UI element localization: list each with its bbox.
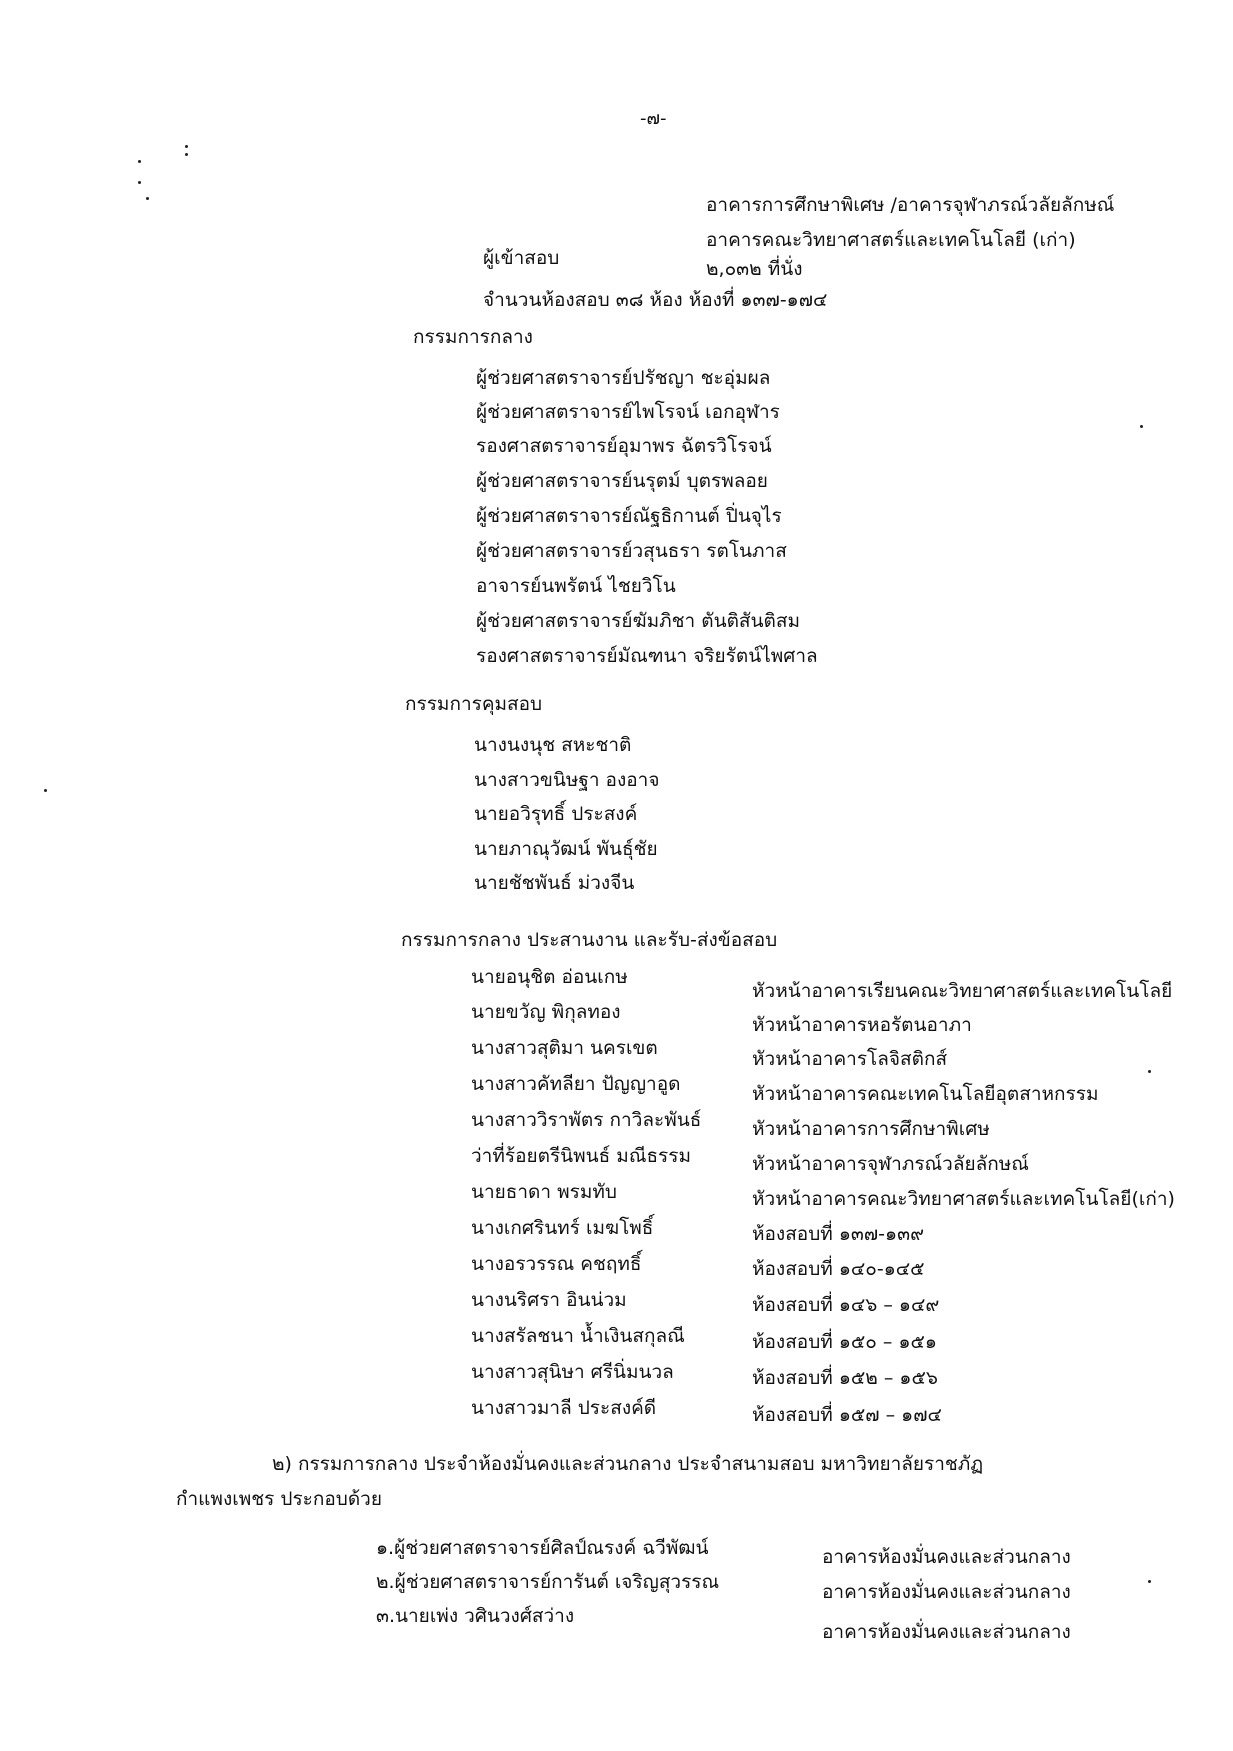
central-member: ผู้ช่วยศาสตราจารย์นรุตม์ บุตรพลอย [476, 470, 768, 492]
proctor-member: นายภาณุวัฒน์ พันธุ์ชัย [474, 838, 658, 860]
proctor-member: นายชัชพันธ์ ม่วงจีน [474, 872, 635, 894]
scan-speck [138, 160, 141, 163]
coordinator-name: นางสาวสุติมา นครเขต [471, 1037, 658, 1059]
scan-speck [138, 181, 141, 184]
scan-speck [185, 145, 188, 148]
coordinator-duty: หัวหน้าอาคารโลจิสติกส์ [752, 1048, 948, 1070]
coordinator-duty: ห้องสอบที่ ๑๕๒ – ๑๕๖ [752, 1367, 938, 1389]
coordination-heading: กรรมการกลาง ประสานงาน และรับ-ส่งข้อสอบ [401, 929, 778, 951]
proctor-member: นางสาวขนิษฐา องอาจ [474, 769, 660, 791]
coordinator-name: นายอนุชิต อ่อนเกษ [471, 966, 628, 988]
central-member: ผู้ช่วยศาสตราจารย์ไพโรจน์ เอกอุฬาร [476, 401, 780, 423]
coordinator-name: นางสาวมาลี ประสงค์ดี [471, 1397, 657, 1419]
central-member: ผู้ช่วยศาสตราจารย์วสุนธรา รตโนภาส [476, 540, 787, 562]
coordinator-name: นายธาดา พรมทับ [471, 1181, 617, 1203]
coordinator-duty: หัวหน้าอาคารหอรัตนอาภา [752, 1014, 972, 1036]
scan-speck [1140, 425, 1143, 428]
central-member: อาจารย์นพรัตน์ ไชยวิโน [476, 575, 676, 597]
coordinator-duty: หัวหน้าอาคารการศึกษาพิเศษ [752, 1118, 990, 1140]
coordinator-duty: หัวหน้าอาคารเรียนคณะวิทยาศาสตร์และเทคโนโลยี [752, 980, 1173, 1002]
coordinator-duty: หัวหน้าอาคารจุฬาภรณ์วลัยลักษณ์ [752, 1153, 1029, 1175]
proctors-heading: กรรมการคุมสอบ [405, 693, 543, 715]
central-room-place: อาคารห้องมั่นคงและส่วนกลาง [822, 1546, 1071, 1568]
page-number: -๗- [640, 108, 667, 129]
central-member: รองศาสตราจารย์มัณฑนา จริยรัตน์ไพศาล [476, 645, 818, 667]
central-room-place: อาคารห้องมั่นคงและส่วนกลาง [822, 1581, 1071, 1603]
venue-building-2: อาคารคณะวิทยาศาสตร์และเทคโนโลยี (เก่า) [706, 229, 1076, 251]
scan-speck [1148, 1580, 1151, 1583]
coordinator-name: นางอรวรรณ คชฤทธิ์ [471, 1253, 642, 1275]
coordinator-duty: หัวหน้าอาคารคณะวิทยาศาสตร์และเทคโนโลยี(เก่า) [752, 1188, 1175, 1210]
examinees-value: ๒,๐๓๒ ที่นั่ง [706, 258, 803, 280]
scan-speck [1148, 1070, 1151, 1073]
coordinator-name: นางสรัลชนา น้ำเงินสกุลณี [471, 1325, 685, 1347]
coordinator-duty: ห้องสอบที่ ๑๔๖ – ๑๔๙ [752, 1294, 940, 1316]
central-room-member: ๑.ผู้ช่วยศาสตราจารย์ศิลป์ณรงค์ ฉวีพัฒน์ [376, 1537, 709, 1559]
coordinator-duty: ห้องสอบที่ ๑๕๐ – ๑๕๑ [752, 1331, 937, 1353]
coordinator-duty: ห้องสอบที่ ๑๕๗ – ๑๗๔ [752, 1404, 942, 1426]
coordinator-duty: ห้องสอบที่ ๑๔๐-๑๔๕ [752, 1258, 925, 1280]
scan-speck [44, 789, 47, 792]
central-room-member: ๓.นายเพ่ง วศินวงศ์สว่าง [376, 1605, 575, 1627]
section2-intro: ๒) กรรมการกลาง ประจำห้องมั่นคงและส่วนกลาง ประจำสนามสอบ มหาวิทยาลัยราชภัฏ [272, 1453, 984, 1475]
proctor-member: นางนงนุช สหะชาติ [474, 734, 632, 756]
examinees-label: ผู้เข้าสอบ [483, 247, 560, 269]
scan-speck [185, 153, 188, 156]
central-room-member: ๒.ผู้ช่วยศาสตราจารย์การันต์ เจริญสุวรรณ [376, 1571, 720, 1593]
central-member: ผู้ช่วยศาสตราจารย์ฆัมภิชา ตันติสันติสม [476, 610, 800, 632]
proctor-member: นายอวิรุทธิ์ ประสงค์ [474, 803, 638, 825]
central-member: รองศาสตราจารย์อุมาพร ฉัตรวิโรจน์ [476, 435, 772, 457]
central-room-place: อาคารห้องมั่นคงและส่วนกลาง [822, 1621, 1071, 1643]
rooms-text: จำนวนห้องสอบ ๓๘ ห้อง ห้องที่ ๑๓๗-๑๗๔ [483, 289, 828, 311]
central-member: ผู้ช่วยศาสตราจารย์ปรัชญา ชะอุ่มผล [476, 367, 771, 389]
scan-speck [146, 197, 149, 200]
central-committee-heading: กรรมการกลาง [413, 326, 533, 348]
coordinator-name: นายขวัญ พิกุลทอง [471, 1001, 621, 1023]
venue-building-1: อาคารการศึกษาพิเศษ /อาคารจุฬาภรณ์วลัยลักษณ์ [706, 194, 1115, 216]
central-member: ผู้ช่วยศาสตราจารย์ณัฐธิกานต์ ปิ่นจุไร [476, 505, 782, 527]
section2-intro-continued: กำแพงเพชร ประกอบด้วย [176, 1488, 382, 1510]
coordinator-duty: หัวหน้าอาคารคณะเทคโนโลยีอุตสาหกรรม [752, 1083, 1099, 1105]
coordinator-name: นางเกศรินทร์ เมฆโพธิ์ [471, 1217, 654, 1239]
coordinator-name: นางสาววิราพัตร กาวิละพันธ์ [471, 1109, 702, 1131]
coordinator-name: ว่าที่ร้อยตรีนิพนธ์ มณีธรรม [471, 1145, 691, 1167]
coordinator-name: นางนริศรา อินน่วม [471, 1289, 627, 1311]
coordinator-duty: ห้องสอบที่ ๑๓๗-๑๓๙ [752, 1223, 925, 1245]
coordinator-name: นางสาวสุนิษา ศรีนิ่มนวล [471, 1361, 674, 1383]
coordinator-name: นางสาวคัทลียา ปัญญาอูด [471, 1073, 681, 1095]
